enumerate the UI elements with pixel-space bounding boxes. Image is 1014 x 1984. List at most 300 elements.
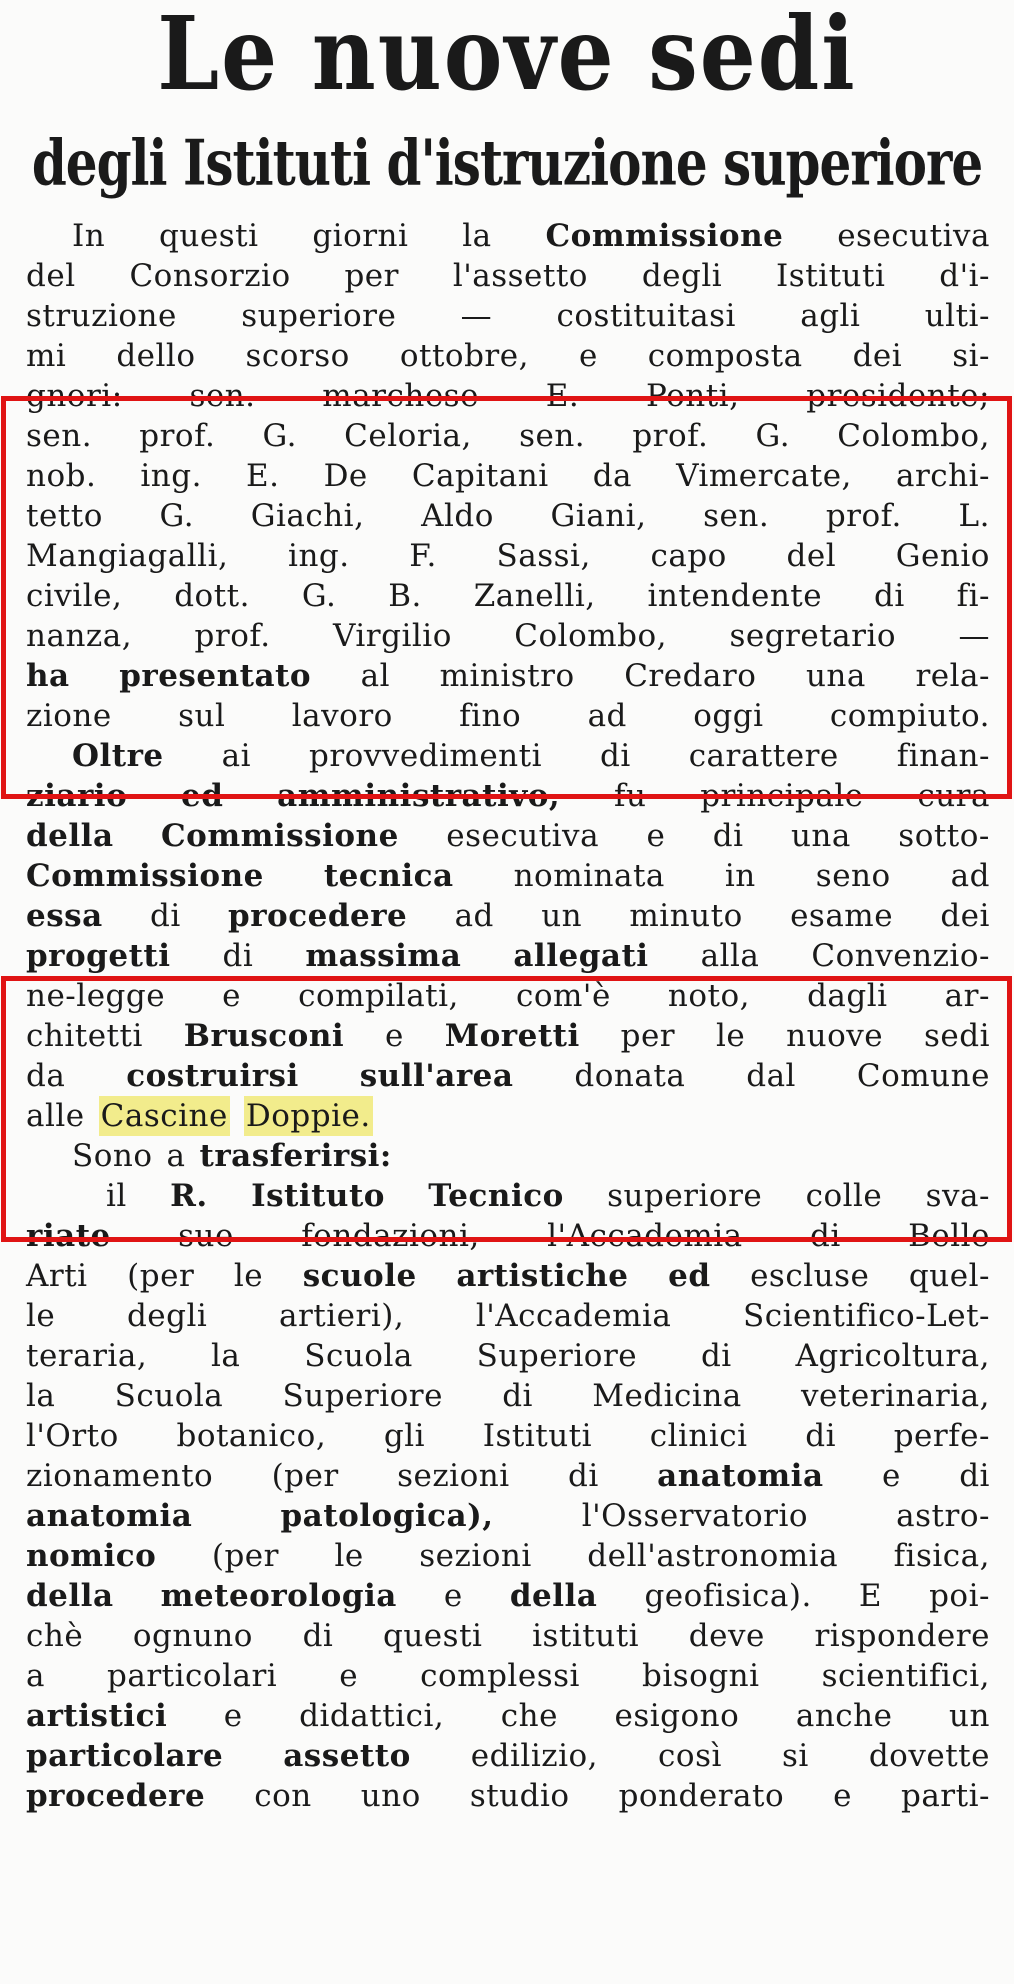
word: per [620,1018,676,1054]
word: In [72,218,106,254]
word: archi- [895,458,990,494]
word: ai [221,738,252,774]
word: le [334,1538,364,1574]
word: — [958,618,990,654]
word: costituitasi [556,298,736,334]
text-line [26,1696,990,1736]
word: degli [126,1298,208,1334]
text-line [26,1456,990,1496]
word: E. [545,378,580,414]
word: struzione [26,298,177,334]
word: E [858,1578,883,1614]
word: quel- [908,1258,990,1294]
word: anatomia [657,1458,824,1494]
word: presidente; [806,378,990,414]
word: Convenzio- [811,938,990,974]
word: la [26,1378,56,1414]
word: e [339,1658,359,1694]
word: Istituti [776,258,886,294]
word: dagli [807,978,888,1014]
word: F. [409,538,437,574]
word: Scientifico-Let- [743,1298,990,1334]
text-line [26,1736,990,1776]
word: prof. [139,418,216,454]
word: così [658,1738,722,1774]
word: lavoro [291,698,393,734]
word: ing. [140,458,202,494]
word: agli [800,298,861,334]
headline: Le nuove sedi [157,0,857,114]
word: Credaro [624,658,757,694]
word: rispondere [814,1618,990,1654]
word: le [26,1298,56,1334]
text-line [26,1496,990,1536]
word: esame [790,898,894,934]
word: Scuola [114,1378,224,1414]
text-line [26,256,990,296]
word: fino [459,698,522,734]
word: poi- [929,1578,990,1614]
word: di [302,1618,334,1654]
word: perfe- [893,1418,990,1454]
word: sen. [703,498,770,534]
word: di [568,1458,599,1494]
word: G. [159,498,195,534]
text-line [26,1216,990,1256]
word: Oltre [72,738,164,774]
word: ed [181,778,224,814]
word: sen. [519,418,586,454]
word: Doppie. [245,1098,371,1134]
word: (per [211,1538,279,1574]
word: Tecnico [428,1178,564,1214]
text-line [26,1136,990,1176]
word: Commissione [545,218,784,254]
word: ognuno [132,1618,253,1654]
word: di [502,1378,533,1414]
word: marchese [322,378,479,414]
word: sva- [925,1178,990,1214]
word: istituti [532,1618,640,1654]
word: un [949,1698,990,1734]
word: il [106,1178,127,1214]
text-line [26,536,990,576]
word: di [712,818,744,854]
word: della [509,1578,598,1614]
word: artieri), [278,1298,405,1334]
word: e [223,1698,243,1734]
word: da [26,1058,66,1094]
word: (per [127,1258,195,1294]
word: progetti [26,938,171,974]
word: G. [262,418,297,454]
word: artistici [26,1698,168,1734]
text-line [26,1256,990,1296]
word: la [462,218,492,254]
word: Scuola [304,1338,413,1374]
word: Brusconi [183,1018,345,1054]
word: fi- [956,578,990,614]
word: Celoria, [344,418,472,454]
word: dal [746,1058,796,1094]
word: meteorologia [160,1578,397,1614]
word: scorso [245,338,350,374]
word: Arti [26,1258,88,1294]
word: costruirsi [126,1058,299,1094]
word: Vimercate, [676,458,852,494]
word: della [26,1578,114,1614]
word: anatomia [26,1498,193,1534]
word: trasferirsi: [199,1138,392,1174]
word: intendente [647,578,823,614]
word: sul [178,698,226,734]
word: astro- [896,1498,990,1534]
word: Sassi, [496,538,591,574]
word: del [786,538,837,574]
word: a [166,1138,186,1174]
word: di [222,938,254,974]
word: carattere [688,738,839,774]
word: la [211,1338,241,1374]
word: ottobre, [399,338,529,374]
word: in [724,858,756,894]
word: principale [700,778,864,814]
text-line [26,776,990,816]
text-line [26,1376,990,1416]
word: procedere [228,898,408,934]
word: uno [360,1778,421,1814]
text-line [26,216,990,256]
text-line [26,936,990,976]
word: e [881,1458,901,1494]
word: patologica), [280,1498,494,1534]
word: zionamento [26,1458,214,1494]
word: Superiore [476,1338,638,1374]
word: rela- [915,658,990,694]
word: scientifici, [821,1658,990,1694]
word: ministro [439,658,575,694]
word: di [873,578,905,614]
text-line [26,296,990,336]
word: clinici [649,1418,748,1454]
word: Virgilio [333,618,452,654]
word: sedi [923,1018,990,1054]
word: G. [301,578,337,614]
text-line [26,376,990,416]
word: dei [852,338,903,374]
word: ne-legge [26,978,166,1014]
text-line [26,1056,990,1096]
text-line [26,976,990,1016]
word: Superiore [282,1378,443,1414]
word: fondazioni, [301,1218,480,1254]
word: degli [641,258,723,294]
word: compilati, [298,978,459,1014]
word: e [222,978,242,1014]
word: ar- [944,978,990,1014]
word: com'è [516,978,611,1014]
text-line [26,496,990,536]
word: e [385,1018,404,1054]
word: dello [116,338,196,374]
text-line [26,416,990,456]
word: ha [26,658,70,694]
word: Belle [908,1218,990,1254]
word: composta [647,338,803,374]
word: sen. [26,418,93,454]
word: e [443,1578,463,1614]
text-line [26,456,990,496]
word: L. [958,498,990,534]
word: questi [159,218,259,254]
word: allegati [513,938,649,974]
word: finan- [896,738,990,774]
word: mi [26,338,67,374]
text-line [26,896,990,936]
word: seno [815,858,891,894]
word: capo [650,538,727,574]
word: G. [755,418,791,454]
word: studio [469,1778,570,1814]
word: presentato [119,658,312,694]
word: di [599,738,631,774]
word: didattici, [299,1698,445,1734]
word: particolari [107,1658,278,1694]
text-line [26,856,990,896]
word: ulti- [924,298,990,334]
word: B. [388,578,422,614]
word: l'Osservatorio [581,1498,809,1534]
text-line [26,336,990,376]
subheadline: degli Istituti d'istruzione superiore [31,125,983,200]
word: ed [668,1258,711,1294]
word: amministrativo, [277,778,561,814]
word: di [150,898,181,934]
word: superiore [607,1178,763,1214]
word: l'Accademia [475,1298,672,1334]
word: Commissione [160,818,399,854]
word: di [700,1338,732,1374]
word: gnori: [26,378,123,414]
word: e [646,818,666,854]
text-line [26,816,990,856]
word: Ponti, [645,378,740,414]
text-line [26,1296,990,1336]
word: dovette [868,1738,990,1774]
word: essa [26,898,103,934]
word: sull'area [359,1058,514,1094]
word: dei [940,898,990,934]
word: noto, [667,978,750,1014]
word: compiuto. [829,698,990,734]
word: escluse [750,1258,870,1294]
text-line [26,696,990,736]
word: massima [305,938,462,974]
word: edilizio, [470,1738,598,1774]
text-line [26,616,990,656]
word: una [805,658,866,694]
word: da [592,458,633,494]
word: alle [26,1098,85,1134]
text-line [26,1016,990,1056]
word: oggi [693,698,764,734]
word: Commissione [26,858,264,894]
word: Agricoltura, [795,1338,990,1374]
word: giorni [312,218,409,254]
word: segretario [729,618,897,654]
word: riate [26,1218,111,1254]
word: dott. [174,578,250,614]
word: nanza, [26,618,133,654]
word: e [578,338,598,374]
word: tetto [26,498,103,534]
word: della [26,818,114,854]
text-line [26,1576,990,1616]
word: esigono [614,1698,740,1734]
word: — [460,298,493,334]
word: parti- [900,1778,990,1814]
word: del [26,258,76,294]
text-line [26,576,990,616]
word: Giachi, [250,498,365,534]
word: ponderato [618,1778,785,1814]
word: si [781,1738,809,1774]
word: nomico [26,1538,157,1574]
word: nob. [26,458,97,494]
word: complessi [420,1658,580,1694]
word: deve [688,1618,765,1654]
word: che [500,1698,558,1734]
word: botanico, [176,1418,327,1454]
word: sezioni [397,1458,510,1494]
word: Mangiagalli, [26,538,229,574]
word: E. [246,458,280,494]
word: dell'astronomia [587,1538,839,1574]
word: prof. [825,498,902,534]
text-line [26,1416,990,1456]
word: le [716,1018,746,1054]
text-line [26,1776,990,1816]
word: Sono [72,1138,153,1174]
text-line [26,1656,990,1696]
word: al [360,658,391,694]
article-body [26,216,990,1816]
word: esecutiva [837,218,990,254]
word: l'Orto [26,1418,119,1454]
text-line [26,1616,990,1656]
word: di [810,1218,841,1254]
word: Medicina [592,1378,742,1414]
word: bisogni [641,1658,760,1694]
word: le [233,1258,264,1294]
word: ziario [26,778,128,814]
text-line [26,736,990,776]
word: sen. [189,378,256,414]
word: Aldo [421,498,494,534]
word: per [344,258,399,294]
word: De [323,458,368,494]
word: Istituto [251,1178,385,1214]
word: e [833,1778,852,1814]
text-line [26,1096,990,1136]
word: nuove [786,1018,884,1054]
word: si- [952,338,990,374]
word: Consorzio [129,258,291,294]
word: veterinaria, [801,1378,990,1414]
word: assetto [283,1738,411,1774]
word: geofisica). [644,1578,812,1614]
word: colle [805,1178,883,1214]
word: nominata [513,858,665,894]
word: alla [700,938,760,974]
word: (per [271,1458,339,1494]
word: Capitani [411,458,549,494]
word: ad [587,698,627,734]
word: cura [917,778,990,814]
word: esecutiva [446,818,600,854]
word: procedere [26,1778,206,1814]
word: Colombo, [837,418,990,454]
word: tecnica [323,858,454,894]
word: chitetti [26,1018,143,1054]
word: l'Accademia [547,1218,743,1254]
word: questi [383,1618,483,1654]
word: anche [795,1698,893,1734]
word: Colombo, [514,618,668,654]
word: ing. [288,538,350,574]
word: con [254,1778,312,1814]
word: Moretti [444,1018,580,1054]
word: R. [170,1178,208,1214]
word: una [790,818,851,854]
word: Giani, [550,498,647,534]
word: Genio [895,538,990,574]
word: prof. [632,418,709,454]
word: d'i- [939,258,990,294]
word: sezioni [419,1538,532,1574]
word: chè [26,1618,84,1654]
word: ad [454,898,494,934]
word: gli [383,1418,426,1454]
word: un [541,898,583,934]
word: zione [26,698,112,734]
word: fisica, [893,1538,990,1574]
word: teraria, [26,1338,148,1374]
word: sue [178,1218,234,1254]
word: a [26,1658,45,1694]
word: particolare [26,1738,224,1774]
word: Cascine [100,1098,228,1134]
word: superiore [241,298,397,334]
word: sotto- [898,818,990,854]
word: prof. [194,618,271,654]
word: Istituti [482,1418,593,1454]
word: Comune [856,1058,990,1094]
word: fu [613,778,647,814]
word: artistiche [456,1258,629,1294]
text-line [26,656,990,696]
word: ad [950,858,990,894]
word: minuto [629,898,743,934]
word: provvedimenti [308,738,543,774]
text-line [26,1536,990,1576]
word: di [805,1418,837,1454]
word: di [959,1458,990,1494]
text-line [26,1176,990,1216]
word: l'assetto [452,258,588,294]
word: civile, [26,578,123,614]
word: scuole [302,1258,417,1294]
